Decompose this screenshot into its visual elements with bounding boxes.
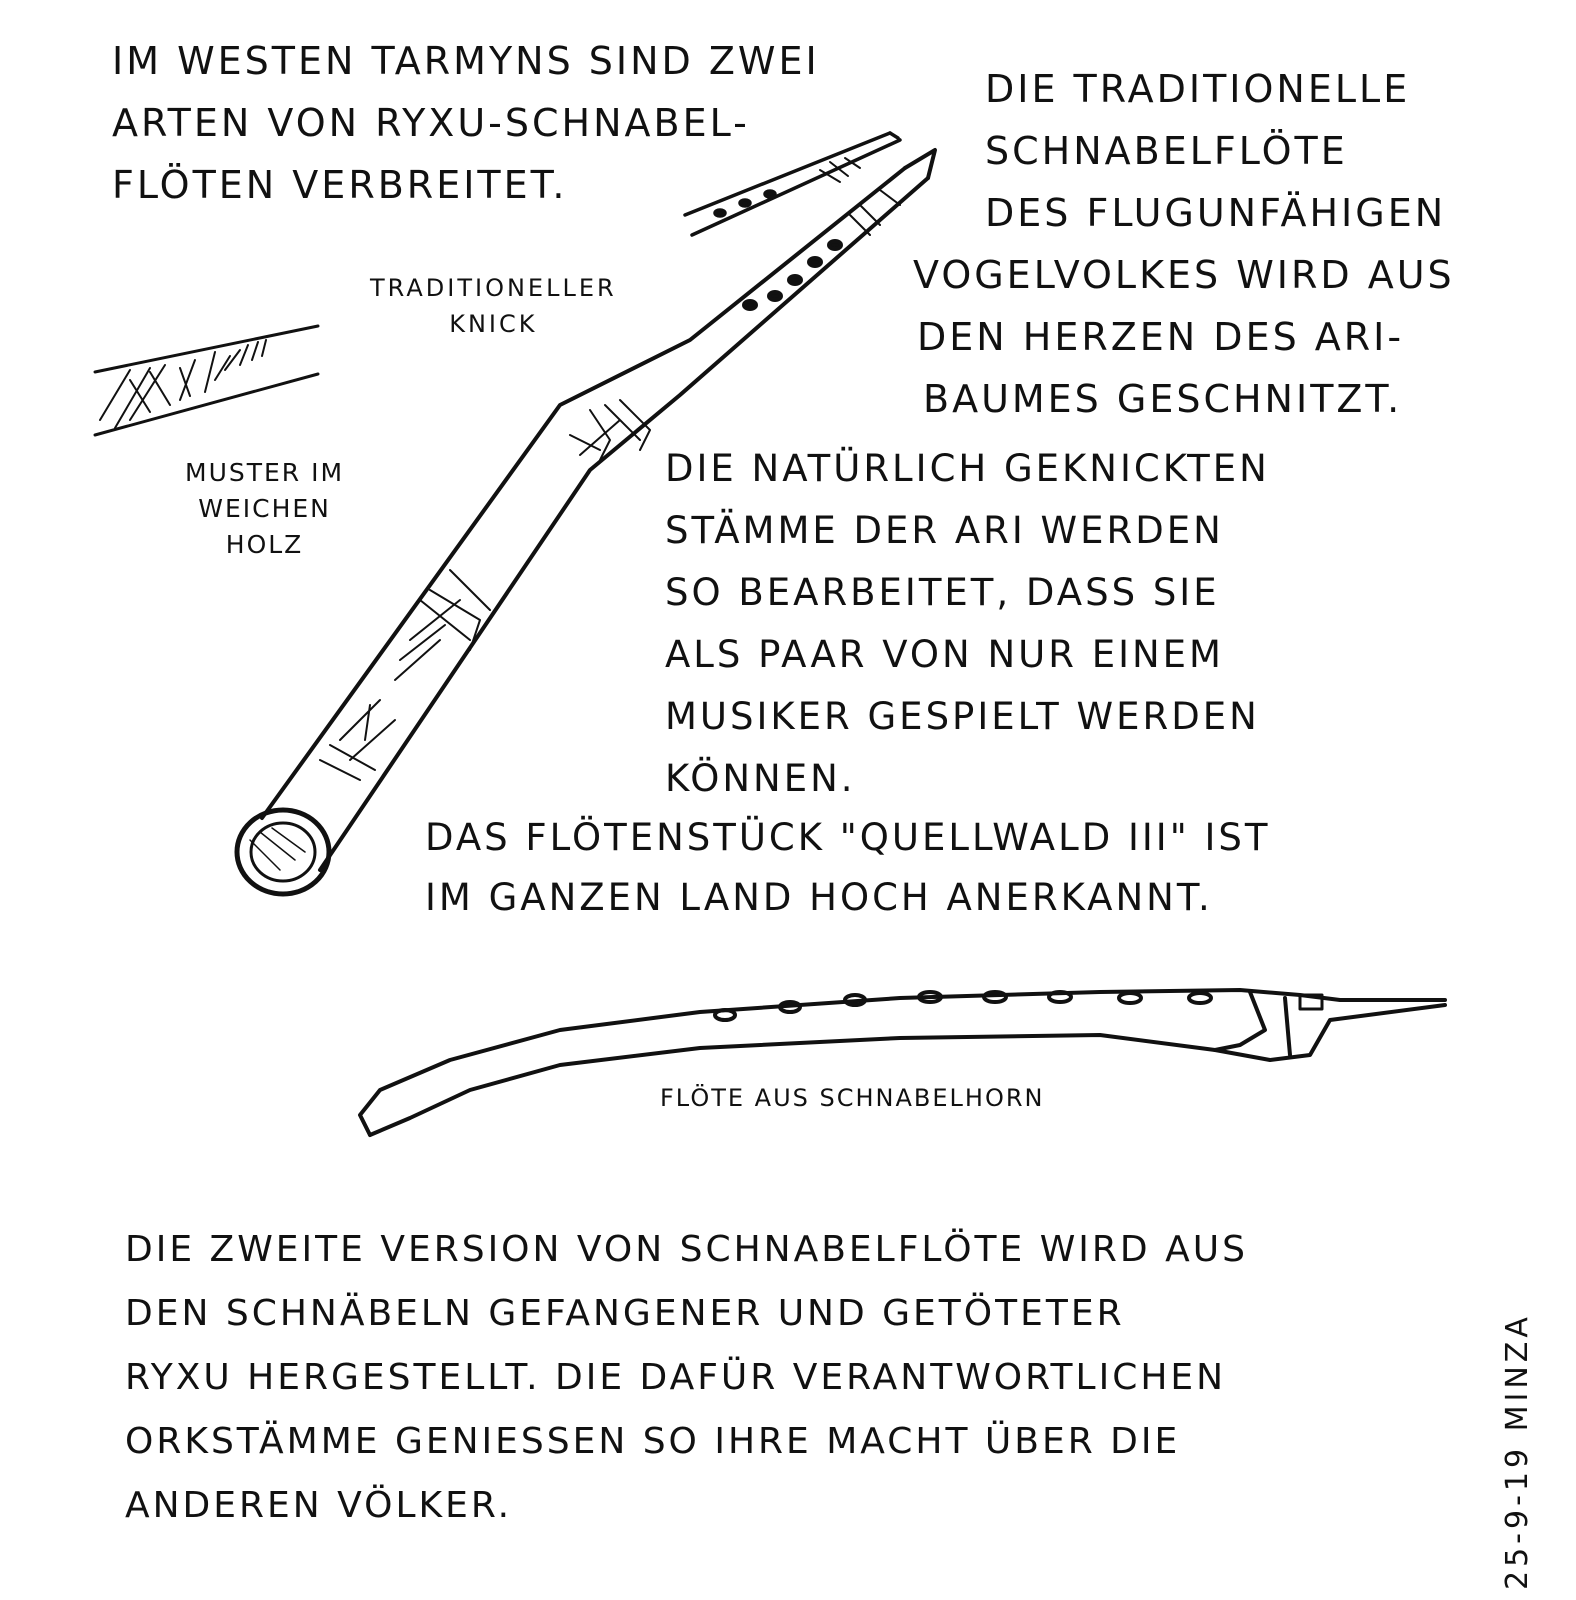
text-line: ALS PAAR VON NUR EINEM [665, 633, 1224, 676]
text-line: SO BEARBEITET, DASS SIE [665, 571, 1220, 614]
trunks-text [665, 438, 1270, 810]
intro-text [112, 30, 820, 216]
text-line: WEICHEN [198, 494, 331, 523]
pattern-label [185, 455, 344, 563]
text-line: STÄMME DER ARI WERDEN [665, 509, 1224, 552]
text-line: TRADITIONELLER [370, 274, 617, 302]
text-line: KNICK [449, 310, 538, 338]
text-line: SCHNABELFLÖTE [985, 129, 1348, 173]
signature-text: 25-9-19 MINZA [1500, 1313, 1535, 1590]
text-line: HOLZ [225, 530, 304, 559]
second-version-text [125, 1218, 1248, 1538]
signature-date [1500, 1313, 1540, 1590]
text-line: DEN HERZEN DES ARI- [917, 315, 1405, 359]
text-line: ANDEREN VÖLKER. [125, 1485, 513, 1526]
text-line: RYXU HERGESTELLT. DIE DAFÜR VERANTWORTLICHEN [125, 1357, 1227, 1398]
text-line: ORKSTÄMME GENIESSEN SO IHRE MACHT ÜBER DIE [125, 1421, 1181, 1462]
text-line: VOGELVOLKES WIRD AUS [913, 253, 1455, 297]
text-line: DAS FLÖTENSTÜCK "QUELLWALD III" IST [425, 816, 1271, 859]
text-line: KÖNNEN. [665, 757, 856, 800]
text-line: MUSIKER GESPIELT WERDEN [665, 695, 1260, 738]
text-line: DIE ZWEITE VERSION VON SCHNABELFLÖTE WIRD AUS [125, 1229, 1248, 1270]
text-line: FLÖTE AUS SCHNABELHORN [660, 1084, 1045, 1112]
horn-label [660, 1080, 1045, 1116]
text-line: IM WESTEN TARMYNS SIND ZWEI [112, 39, 820, 83]
text-line: BAUMES GESCHNITZT. [923, 377, 1403, 421]
text-line: MUSTER IM [185, 458, 345, 487]
piece-text [425, 808, 1270, 928]
text-line: DEN SCHNÄBELN GEFANGENER UND GETÖTETER [125, 1293, 1125, 1334]
pattern-sample [95, 326, 318, 435]
knick-label [370, 270, 617, 342]
text-line: DES FLUGUNFÄHIGEN [985, 191, 1447, 235]
text-line: ARTEN VON RYXU-SCHNABEL- [112, 101, 750, 145]
text-line: IM GANZEN LAND HOCH ANERKANNT. [425, 876, 1213, 919]
text-line: FLÖTEN VERBREITET. [112, 163, 568, 207]
traditional-flute-text [913, 58, 1455, 430]
text-line: DIE NATÜRLICH GEKNICKTEN [665, 447, 1270, 490]
text-line: DIE TRADITIONELLE [985, 67, 1411, 111]
